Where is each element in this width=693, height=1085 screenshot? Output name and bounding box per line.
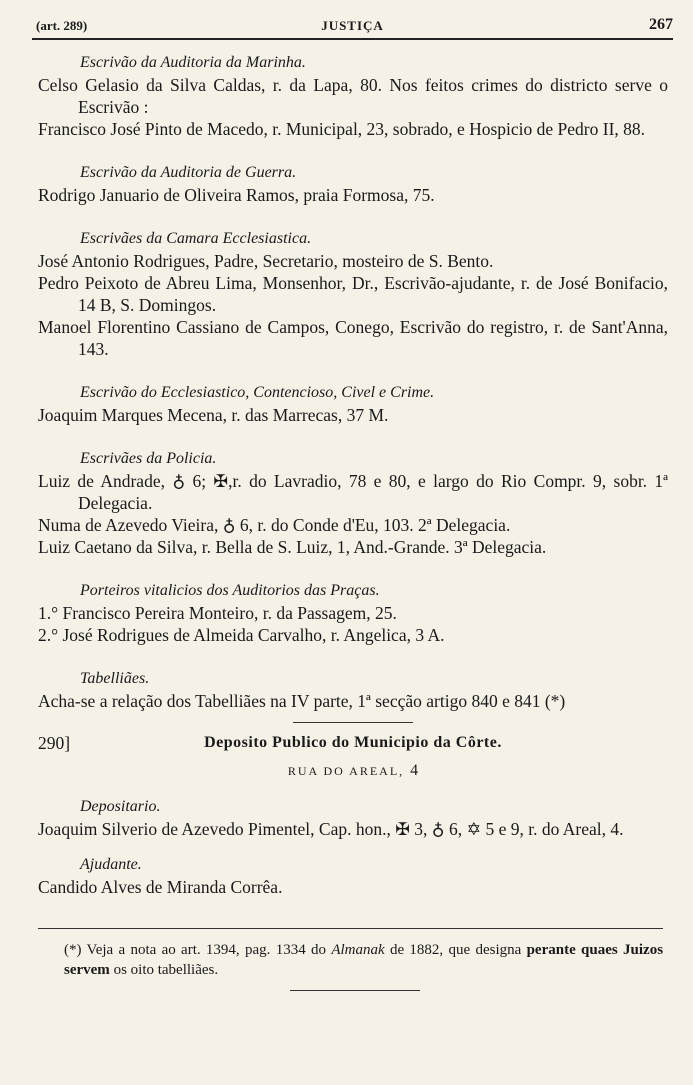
list-entry: Acha-se a relação dos Tabelliães na IV parte, 1ª secção artigo 840 e 841 (*) bbox=[38, 691, 566, 711]
street-number: 4 bbox=[410, 762, 419, 779]
header-article-ref: (art. 289) bbox=[36, 18, 88, 33]
list-entry: Pedro Peixoto de Abreu Lima, Monsenhor, Dr., Escrivão-ajudante, r. de José Bonifacio, 14 B, S. Domingos. bbox=[38, 273, 668, 315]
footnote-text: os oito tabelliães. bbox=[113, 962, 219, 978]
section-title: Porteiros vitalicios dos Auditorios das Praças. bbox=[80, 582, 380, 599]
section-title: Escrivães da Policia. bbox=[80, 450, 217, 467]
list-entry: Candido Alves de Miranda Corrêa. bbox=[38, 877, 283, 897]
section-title: Tabelliães. bbox=[80, 670, 150, 687]
section-title: Escrivão da Auditoria de Guerra. bbox=[80, 164, 297, 181]
footnote-mark: (*) bbox=[64, 942, 82, 958]
list-entry: Luiz Caetano da Silva, r. Bella de S. Luiz, 1, And.-Grande. 3ª Delegacia. bbox=[38, 537, 547, 557]
list-entry: Francisco José Pinto de Macedo, r. Municipal, 23, sobrado, e Hospicio de Pedro II, 88. bbox=[38, 119, 646, 139]
list-entry: Rodrigo Januario de Oliveira Ramos, praia Formosa, 75. bbox=[38, 185, 435, 205]
section-address bbox=[38, 760, 668, 782]
subsection-title: Depositario. bbox=[80, 798, 161, 815]
header-title: JUSTIÇA bbox=[321, 18, 384, 33]
footnote-text: Veja a nota ao art. 1394, pag. 1334 do bbox=[86, 942, 327, 958]
list-entry: 2.° José Rodrigues de Almeida Carvalho, r. Angelica, 3 A. bbox=[38, 625, 445, 645]
footnote-divider bbox=[38, 928, 663, 929]
list-entry: Joaquim Marques Mecena, r. das Marrecas, 37 M. bbox=[38, 405, 389, 425]
section-heading: Deposito Publico do Municipio da Côrte. bbox=[204, 734, 502, 751]
list-entry: Joaquim Silverio de Azevedo Pimentel, Cap. hon., ✠ 3, ♁ 6, ✡ 5 e 9, r. do Areal, 4. bbox=[38, 819, 624, 839]
section-title: Escrivão do Ecclesiastico, Contencioso, Civel e Crime. bbox=[80, 384, 435, 401]
section-289-body bbox=[38, 52, 668, 723]
footnote-almanak: Almanak bbox=[331, 942, 385, 958]
section-title: Escrivães da Camara Ecclesiastica. bbox=[80, 230, 312, 247]
list-entry: Luiz de Andrade, ♁ 6; ✠,r. do Lavradio, 78 e 80, e largo do Rio Compr. 9, sobr. 1ª Delegacia. bbox=[38, 471, 668, 513]
list-entry: Numa de Azevedo Vieira, ♁ 6, r. do Conde d'Eu, 103. 2ª Delegacia. bbox=[38, 515, 511, 535]
page-header bbox=[32, 14, 673, 40]
divider bbox=[293, 722, 413, 723]
list-entry: Manoel Florentino Cassiano de Campos, Conego, Escrivão do registro, r. de Sant'Anna, 143. bbox=[38, 317, 668, 359]
street-label: RUA DO AREAL, bbox=[287, 764, 405, 778]
page-number: 267 bbox=[649, 16, 673, 33]
footnote bbox=[38, 940, 663, 980]
subsection-title: Ajudante. bbox=[80, 856, 142, 873]
footnote-end-divider bbox=[290, 990, 420, 991]
footnote-text: de 1882, que designa bbox=[389, 942, 522, 958]
list-entry: José Antonio Rodrigues, Padre, Secretario, mosteiro de S. Bento. bbox=[38, 251, 494, 271]
list-entry: 1.° Francisco Pereira Monteiro, r. da Passagem, 25. bbox=[38, 603, 397, 623]
section-290 bbox=[38, 732, 668, 898]
list-entry: Celso Gelasio da Silva Caldas, r. da Lapa, 80. Nos feitos crimes do districto serve o Escrivão : bbox=[38, 75, 668, 117]
section-title: Escrivão da Auditoria da Marinha. bbox=[80, 54, 306, 71]
section-number: 290] bbox=[38, 733, 71, 753]
footnote-bold-text: perante quaes Juizos servem bbox=[64, 942, 664, 978]
